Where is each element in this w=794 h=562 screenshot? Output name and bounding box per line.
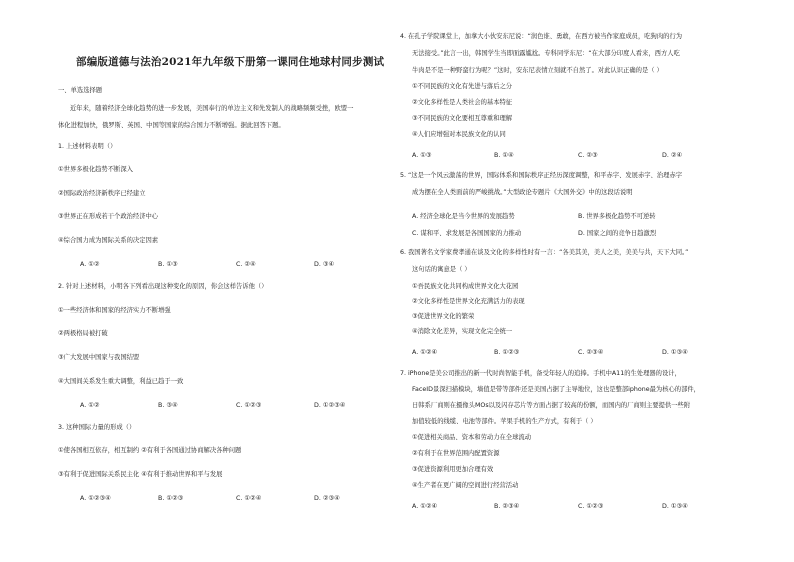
page-title: 部编版道德与法治2021年九年级下册第一课同住地球村同步测试 [76,56,385,68]
q4-item: ①不同民族的文化有先进与落后之分 [412,83,513,90]
q1-item: ④综合国力成为国际关系的决定因素 [58,237,159,244]
q2-item: ②两极格局被打破 [58,330,108,337]
option: A. ①②④ [412,503,438,510]
option: A. ①②④ [412,349,438,356]
q7-stem-line: FaceID景深扫描模块，墙值是带等部件还是美国占据了主导地位，这也是整部iphone最为核心的部件， [412,386,700,393]
q6-item: ①吾民族文化共同构成世界文化大花园 [412,283,519,290]
option: D. ③④ [314,261,335,268]
q5-stem-line: 5. “这是一个风云激荡的世界，国际体系和国际秩序正经历深度调整，和平赤字、发展赤字、治理赤字 [400,172,683,179]
option: A. ①③ [412,152,432,159]
option: D. ②④ [662,152,683,159]
q7-item: ①促进相关商品、资本和劳动力在全球流动 [412,434,531,441]
q6-item: ③促进世界文化的繁荣 [412,313,475,320]
q2-item: ①一些经济体和国家的经济实力不断增强 [58,307,171,314]
q2-item: ③广大发展中国家与我国结盟 [58,354,140,361]
q4-item: ④人们应增强对本民族文化的认同 [412,131,506,138]
option: C. ①②③ [236,402,262,409]
q1-item: ①世界多极化趋势不断深入 [58,166,133,173]
option: B. ①②③ [494,349,520,356]
option: D. 国家之间的竞争日趋激烈 [578,230,657,237]
q3-item: ①使各国相互依存，相互制约 ②有利于各国通过协商解决各种问题 [58,447,242,454]
option: B. 世界多极化趋势不可逆转 [578,213,656,220]
q7-stem-line: 加值较低的线缆、电池等部件。苹果手机的生产方式，有利于（ ） [412,418,597,425]
option: B. ①②③ [158,495,184,502]
q2-item: ④大国间关系发生重大调整，利益已趋于一致 [58,378,184,385]
q6-stem-line: 这句话的寓意是（ ） [412,266,471,273]
option: D. ②③④ [314,495,340,502]
q1-item: ③世界正在形成若干个政治经济中心 [58,213,159,220]
option: C. ②③ [578,152,598,159]
option: C. ②④ [236,261,256,268]
q7-item: ③促进资源利用更加合理有效 [412,466,494,473]
q1-stem: 1. 上述材料表明（） [58,143,117,150]
option: B. ③④ [158,402,178,409]
option: C. ②③④ [578,349,604,356]
q4-stem-line: 无法接受。”此言一出，韩国学生当即面露尴尬。专科同学东尼：“在大部分印度人看来，西方人吃 [412,50,680,57]
option: D. ①③④ [662,503,688,510]
q4-stem-line: 牛肉是不是一种野蛮行为呢？”这时，安东尼表情立刻就不自然了。对此认识正确的是（ ） [412,67,663,74]
q6-stem-line: 6. 我国著名文学家费孝通在谈及文化的多样性时有一言：“各美其美，美人之美，美美与共，天下大同。” [400,249,689,256]
option: D. ①③④ [662,349,688,356]
q4-item: ③不同民族的文化要相互尊重和理解 [412,115,513,122]
option: D. ①②③④ [314,402,346,409]
option: B. ②③④ [494,503,520,510]
intro-line-2: 体化进程加快，俄罗斯、英国、中国等国家的综合国力不断增强。据此回答下题。 [58,122,285,129]
option: C. ①②④ [236,495,262,502]
q6-item: ④消除文化差异，实现文化完全统一 [412,328,513,335]
intro-line-1: 近年来，随着经济全球化趋势的进一步发展，美国奉行的单边主义和先发制人的战略频频受挫，欧盟一 [70,105,354,112]
q6-item: ②文化多样性是世界文化充满活力的表现 [412,298,525,305]
section-heading: 一、单选选择题 [58,87,103,94]
q4-stem-line: 4. 在孔子学院课堂上，加拿大小伙安东尼说：“润色谁、勇敢，在西方被当作家庭成员，吃狗肉的行为 [400,33,683,40]
q5-stem-line: 成为摆在全人类面前的严峻挑战。”大型政论专题片《大国外交》中的这段话说明 [412,189,633,196]
q7-stem-line: 日韩系厂商则在摄像头MOs以及闪存芯片等方面占据了较高的份额，而国内的厂商则主要提供一些附 [412,402,691,409]
q7-item: ②有利于在世界范围内配置资源 [412,450,500,457]
q1-item: ②国际政治经济新秩序已经建立 [58,190,146,197]
option: A. ①②③④ [80,495,111,502]
option: A. ①② [80,402,100,409]
option: B. ①④ [494,152,514,159]
q7-stem-line: 7. iPhone是美公司推出的新一代时尚智能手机，备受年轻人的追捧。手机中A11的生处理器的设计， [400,370,681,377]
option: C. 谋和平、求发展是各国国家的力推动 [412,230,522,237]
option: A. ①② [80,261,100,268]
q3-item: ③有利于促进国际关系民主化 ④有利于推动世界和平与发展 [58,471,223,478]
q7-item: ④生产者在更广阔的空间进行经营活动 [412,482,519,489]
option: B. ①③ [158,261,178,268]
option: A. 经济全球化是当今世界的发展趋势 [412,213,515,220]
q2-stem: 2. 针对上述材料，小明各下列看出现这种变化的原因，你会这样告诉他（） [58,283,268,290]
option: C. ①②③ [578,503,604,510]
q4-item: ②文化多样性是人类社会的基本特征 [412,99,513,106]
q3-stem: 3. 这种国际力量的形成（） [58,424,136,431]
